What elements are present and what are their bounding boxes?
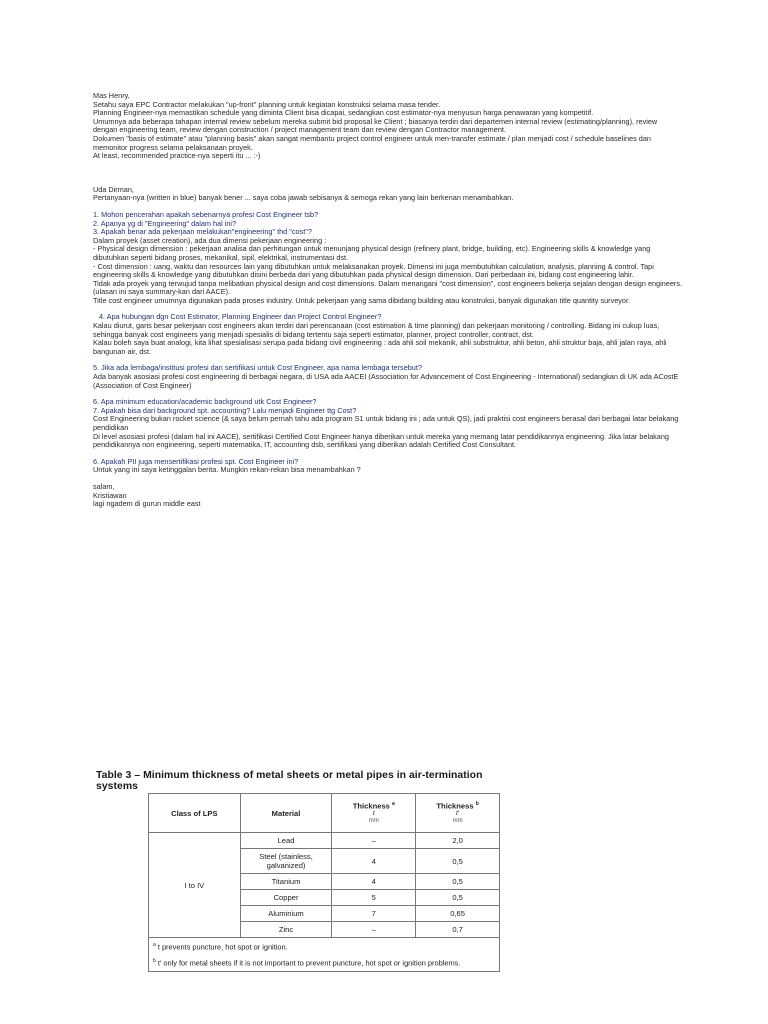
thickness-t-cell: 4	[332, 849, 416, 874]
qa-block-4	[93, 398, 683, 450]
header-thickness-t2	[416, 794, 500, 833]
question: 1. Mohon pencerahan apakah sebenarnya profesi Cost Engineer tsb?	[93, 209, 319, 219]
text-line: Umumnya ada beberapa tahapan internal review sebelum mereka submit bid proposal ke Client ; biasanya terdiri dari departemen internal review (estimating/planning), review dengan engineering team, review dengan construction / project management team dan review dengan Contractor management.	[93, 116, 658, 135]
closing-line: salam,	[93, 481, 115, 491]
question: 7. Apakah bisa dari background spt. accounting? Lalu menjadi Engineer ttg Cost?	[93, 405, 357, 415]
header-thickness-t2-unit: mm	[452, 818, 463, 825]
thickness-t2-cell: 0,5	[416, 849, 500, 874]
closing-line: Kristiawan	[93, 490, 127, 500]
reply-block-2	[93, 186, 683, 203]
thickness-t2-cell: 0,7	[416, 922, 500, 938]
thickness-t-cell: 4	[332, 874, 416, 890]
header-thickness-t-unit: mm	[368, 818, 379, 825]
table-footnotes	[149, 938, 500, 972]
material-cell: Zinc	[240, 922, 332, 938]
answer-line: - Physical design dimension : pekerjaan analisa dan perhitungan untuk menunjang physical design (refinery plant, bridge, building, etc). Engineering skills & knowledge yang dibutuhkan seperti bidang proses, mekanikal, sipil, elektrikal, instrumentasi dst.	[93, 244, 651, 262]
text-line: Pertanyaan-nya (written in blue) banyak bener ... saya coba jawab sebisanya & semoga rekan yang lain berkenan menambahkan.	[93, 193, 514, 203]
material-cell: Aluminium	[240, 906, 332, 922]
table-figure	[96, 770, 526, 968]
reply-block-1	[93, 92, 683, 161]
class-cell: I to IV	[149, 833, 241, 938]
email-body	[93, 92, 683, 509]
qa-block-1	[93, 211, 683, 306]
header-thickness-t-symbol: t	[372, 810, 375, 818]
answer-line: Di level asosiasi profesi (dalam hal ini AACE), sertifikasi Certified Cost Engineer hanya diberikan untuk mereka yang memang latar pendidikannya engineering. Jika latar belakang pendidikannya non engineering, seperti matematika, IT, accounting dsb, sertifikasi yang diberikan adalah Certified Cost Consultant.	[93, 431, 669, 450]
header-thickness-t2-sup: b	[475, 800, 479, 807]
header-thickness-t2-label: Thickness	[436, 801, 474, 811]
material-cell: Titanium	[240, 874, 332, 890]
thickness-t2-cell: 0,5	[416, 890, 500, 906]
text-line: At least, recommended practice-nya seperti itu ... :-)	[93, 151, 261, 161]
thickness-t-cell: –	[332, 922, 416, 938]
table-footnote-row	[149, 938, 500, 972]
greeting: Uda Dirman,	[93, 184, 134, 194]
thickness-t2-cell: 0,65	[416, 906, 500, 922]
thickness-table	[148, 793, 500, 972]
table-row	[149, 833, 500, 849]
material-cell: Copper	[240, 890, 332, 906]
answer-line: Kalau diurut, garis besar pekerjaan cost engineers akan terdiri dari perencanaan (cost estimation & time planning) dan pekerjaan monitoring / controlling. Bidang ini cukup luas, sehingga banyak cost engineers yang menjadi spesialis di bidang tertentu saja seperti estimator, planner, project controller, contract, dst.	[93, 321, 660, 339]
footnote-a	[153, 941, 495, 952]
thickness-t2-cell: 2,0	[416, 833, 500, 849]
question: 2. Apanya yg di "Engineering" dalam hal ini?	[93, 218, 237, 228]
answer-line: Cost Engineering bukan rocket science (& saya belum pernah tahu ada program S1 untuk bidang ini ; ada untuk QS), jadi praktisi cost engineers berasal dari berbagai latar belakang pendidikan	[93, 414, 679, 432]
answer-line: Dalam proyek (asset creation), ada dua dimensi pekerjaan engineering :	[93, 235, 327, 245]
text-line: Planning Engineer-nya memastikan schedule yang diminta Client bisa dicapai, sedangkan cost estimator-nya menyusun harga penawaran yang kompetitif.	[93, 108, 594, 118]
question: 6. Apakah PII juga mensertifikasi profesi spt. Cost Engineer ini?	[93, 456, 299, 466]
header-thickness-t-label: Thickness	[352, 801, 390, 811]
thickness-t2-cell: 0,5	[416, 874, 500, 890]
question: 5. Jika ada lembaga/institusi profesi dan sertifikasi untuk Cost Engineer, apa nama lembaga tersebut?	[93, 363, 422, 373]
answer-line: Ada banyak asosiasi profesi cost engineering di berbagai negara, di USA ada AACEI (Association for Advancement of Cost Engineering - International) sedangkan di UK ada ACostE (Association of Cost Engineer)	[93, 372, 679, 390]
table-title: Table 3 – Minimum thickness of metal sheets or metal pipes in air-termination systems	[96, 770, 483, 792]
answer-line: Title cost engineer umumnya digunakan pada proses industry. Untuk pekerjaan yang sama dibidang building atau konstruksi, banyak digunakan title quantity surveyor.	[93, 295, 631, 305]
footnote-a-mark: a	[153, 942, 156, 948]
header-thickness-t2-symbol: t′	[456, 810, 460, 818]
text-line: Dokumen "basis of estimate" atau "planning basis" akan sangat membantu project control engineer untuk men-transfer estimate / plan menjadi cost / schedule baselines dan memonitor progress selama pelaksanaan proyek.	[93, 133, 651, 152]
footnote-b	[153, 957, 495, 968]
header-class: Class of LPS	[149, 794, 241, 833]
answer-line: Tidak ada proyek yang terwujud tanpa melibatkan physical design and cost dimensions. Dalam menangani "cost dimension", cost engineers bekerja sejalan dengan design engineers. (ulasan ini saya summary-kan dari AACE).	[93, 278, 683, 297]
answer-line: Kalau boleh saya buat analogi, kita lihat spesialisasi serupa pada bidang civil engineering : ada ahli soil mekanik, ahli substruktur, ahli beton, ahli struktur baja, ahli jalan raya, ahli bangunan air, dst.	[93, 338, 667, 356]
footnote-b-mark: b	[153, 957, 156, 964]
thickness-t-cell: –	[332, 833, 416, 849]
greeting: Mas Henry,	[93, 91, 130, 100]
closing-line: lagi ngadem di gurun middle east	[93, 499, 201, 509]
thickness-t-cell: 7	[332, 906, 416, 922]
text-line: Setahu saya EPC Contractor melakukan "up-front" planning untuk kegiatan konstruksi selama masa tender.	[93, 99, 441, 109]
qa-block-5	[93, 458, 683, 475]
qa-block-2	[93, 313, 683, 356]
answer-line: Untuk yang ini saya ketinggalan berita. Mungkin rekan-rekan bisa menambahkan ?	[93, 465, 361, 475]
answer-line: - Cost dimension : uang, waktu dan resources lain yang dibutuhkan untuk melaksanakan proyek. Dimensi ini juga membutuhkan calculation, analysis, planning & control. Tapi engineering skills & knowledge yang dibutuhkan disini berbeda dari yang dibutuhkan pada physical design dimension. Dari perbedaan ini, bidang cost engineering lahir.	[93, 261, 654, 280]
qa-block-3	[93, 364, 683, 390]
material-cell: Steel (stainless, galvanized)	[240, 849, 332, 874]
footnote-b-text: t′ only for metal sheets if it is not important to prevent puncture, hot spot or ignition problems.	[157, 958, 461, 968]
question: 4. Apa hubungan dgn Cost Estimator, Planning Engineer dan Project Control Engineer?	[99, 312, 382, 322]
question: 6. Apa minimum education/academic background utk Cost Engineer?	[93, 397, 317, 407]
question: 3. Apakah benar ada pekerjaan melakukan"engineering" thd "cost"?	[93, 227, 312, 237]
table-header-row	[149, 794, 500, 833]
material-cell: Lead	[240, 833, 332, 849]
signature	[93, 483, 683, 509]
header-thickness-t-sup: a	[392, 800, 395, 807]
header-material: Material	[240, 794, 332, 833]
thickness-t-cell: 5	[332, 890, 416, 906]
header-thickness-t	[332, 794, 416, 833]
footnote-a-text: t prevents puncture, hot spot or ignition.	[157, 942, 288, 952]
